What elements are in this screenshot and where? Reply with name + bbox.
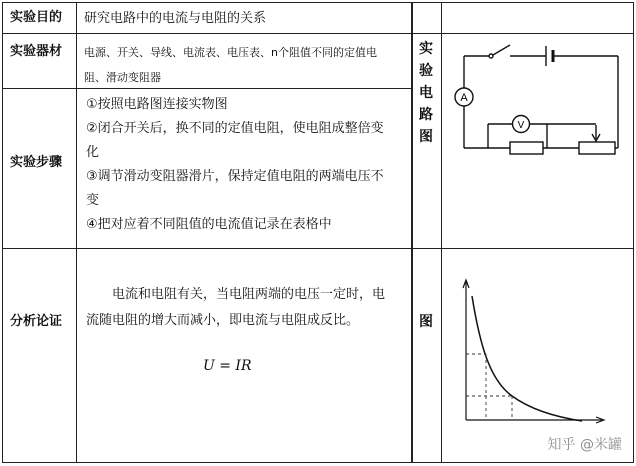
analysis-line: 电流和电阻有关，当电阻两端的电压一定时，电 — [112, 287, 386, 302]
equipment-label: 实验器材 — [10, 44, 63, 59]
step-line: 化 — [86, 145, 100, 160]
circuit-title-char: 电 — [419, 85, 433, 101]
watermark: 知乎 @米罐 — [547, 437, 622, 453]
step-line: ③调节滑动变阻器滑片，保持定值电阻的两端电压不 — [86, 169, 384, 184]
analysis-line: 流随电阻的增大而减小，即电流与电阻成反比。 — [86, 313, 360, 328]
purpose-value: 研究电路中的电流与电阻的关系 — [84, 11, 267, 26]
circuit-title — [416, 38, 436, 148]
table-border-left — [2, 2, 3, 463]
analysis-paragraph — [86, 282, 406, 334]
equipment-line-2: 阻、滑动变阻器 — [84, 71, 161, 84]
circuit-diagram — [442, 3, 632, 247]
step-line: ①按照电路图连接实物图 — [86, 97, 228, 112]
fixed-resistor — [510, 142, 543, 154]
equipment-line-1: 电源、开关、导线、电流表、电压表、n个阻值不同的定值电 — [84, 46, 377, 59]
step-line: ②闭合开关后，换不同的定值电阻，使电阻成整倍变 — [86, 121, 384, 136]
step-line: ④把对应着不同阻值的电流值记录在表格中 — [86, 217, 332, 232]
table-rule — [2, 248, 634, 249]
table-rule — [76, 2, 77, 463]
ammeter-label: A — [460, 92, 468, 104]
circuit-title-char: 验 — [419, 63, 433, 79]
inverse-curve — [472, 296, 582, 421]
voltmeter-label: V — [517, 120, 525, 131]
purpose-label: 实验目的 — [10, 10, 63, 25]
step-line: 变 — [86, 193, 100, 208]
table-border-right — [633, 2, 634, 463]
formula: U = IR — [203, 358, 252, 374]
table-rule — [411, 2, 413, 463]
analysis-label: 分析论证 — [10, 314, 63, 329]
circuit-title-char: 图 — [419, 129, 433, 145]
graph-title: 图 — [419, 314, 433, 330]
rheostat — [579, 142, 615, 154]
switch-lever — [493, 45, 510, 55]
circuit-title-char: 实 — [419, 41, 433, 57]
circuit-title-char: 路 — [419, 107, 433, 123]
table-rule — [2, 88, 412, 89]
steps-list — [86, 93, 408, 237]
current-resistance-graph — [442, 250, 632, 462]
steps-label: 实验步骤 — [10, 155, 63, 170]
table-border-bottom — [2, 462, 634, 463]
